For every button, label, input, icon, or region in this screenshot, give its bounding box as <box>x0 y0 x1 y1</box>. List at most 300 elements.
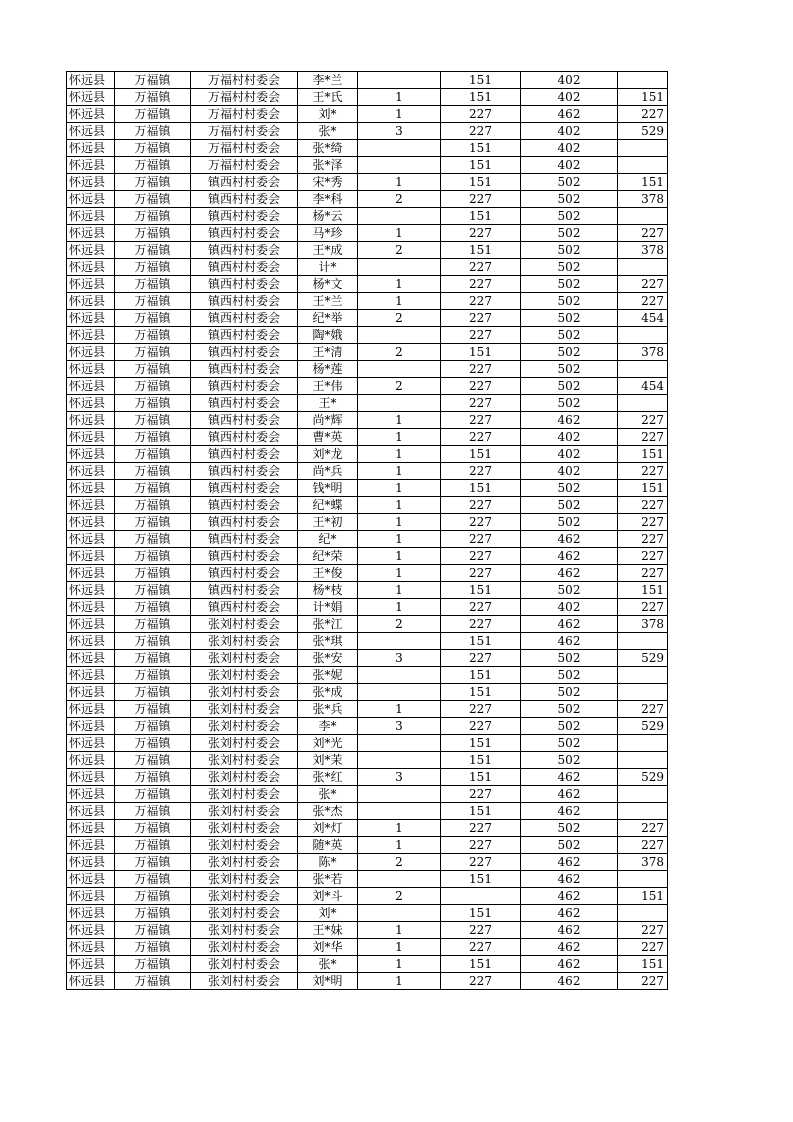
subsidy-cell: 529 <box>618 123 668 140</box>
name-cell: 纪*蝶 <box>298 497 358 514</box>
town-cell: 万福镇 <box>115 922 191 939</box>
amount-a-cell: 151 <box>441 735 521 752</box>
county-cell: 怀远县 <box>67 327 115 344</box>
county-cell: 怀远县 <box>67 803 115 820</box>
subsidy-cell <box>618 786 668 803</box>
amount-b-cell: 502 <box>521 344 618 361</box>
village-committee-cell: 镇西村村委会 <box>191 582 298 599</box>
county-cell: 怀远县 <box>67 871 115 888</box>
household-size-cell: 3 <box>358 718 441 735</box>
county-cell: 怀远县 <box>67 259 115 276</box>
name-cell: 杨*云 <box>298 208 358 225</box>
subsidy-cell: 227 <box>618 293 668 310</box>
amount-a-cell: 227 <box>441 854 521 871</box>
amount-b-cell: 502 <box>521 837 618 854</box>
subsidy-cell: 227 <box>618 497 668 514</box>
table-row <box>67 344 668 361</box>
amount-a-cell: 151 <box>441 803 521 820</box>
subsidy-cell <box>618 327 668 344</box>
amount-a-cell: 151 <box>441 769 521 786</box>
amount-a-cell: 151 <box>441 208 521 225</box>
town-cell: 万福镇 <box>115 769 191 786</box>
town-cell: 万福镇 <box>115 123 191 140</box>
subsidy-cell <box>618 633 668 650</box>
amount-b-cell: 462 <box>521 786 618 803</box>
county-cell: 怀远县 <box>67 310 115 327</box>
subsidy-cell: 227 <box>618 939 668 956</box>
amount-b-cell: 402 <box>521 157 618 174</box>
village-committee-cell: 镇西村村委会 <box>191 378 298 395</box>
amount-b-cell: 502 <box>521 718 618 735</box>
table-row <box>67 106 668 123</box>
county-cell: 怀远县 <box>67 633 115 650</box>
household-size-cell: 3 <box>358 123 441 140</box>
town-cell: 万福镇 <box>115 361 191 378</box>
name-cell: 张*安 <box>298 650 358 667</box>
household-size-cell: 1 <box>358 514 441 531</box>
table-row <box>67 633 668 650</box>
table-row <box>67 616 668 633</box>
subsidy-cell: 227 <box>618 599 668 616</box>
name-cell: 李*兰 <box>298 72 358 89</box>
household-size-cell: 1 <box>358 837 441 854</box>
table-row <box>67 242 668 259</box>
amount-a-cell: 151 <box>441 140 521 157</box>
household-size-cell <box>358 157 441 174</box>
county-cell: 怀远县 <box>67 72 115 89</box>
subsidy-cell: 227 <box>618 429 668 446</box>
county-cell: 怀远县 <box>67 769 115 786</box>
amount-b-cell: 502 <box>521 480 618 497</box>
household-size-cell: 3 <box>358 650 441 667</box>
amount-a-cell: 227 <box>441 514 521 531</box>
amount-b-cell: 502 <box>521 293 618 310</box>
household-size-cell: 1 <box>358 276 441 293</box>
town-cell: 万福镇 <box>115 956 191 973</box>
amount-a-cell: 227 <box>441 701 521 718</box>
name-cell: 曹*英 <box>298 429 358 446</box>
table-row <box>67 361 668 378</box>
household-size-cell: 1 <box>358 922 441 939</box>
amount-b-cell: 502 <box>521 820 618 837</box>
village-committee-cell: 万福村村委会 <box>191 157 298 174</box>
town-cell: 万福镇 <box>115 650 191 667</box>
town-cell: 万福镇 <box>115 276 191 293</box>
name-cell: 李*科 <box>298 191 358 208</box>
amount-a-cell: 151 <box>441 89 521 106</box>
household-size-cell: 1 <box>358 701 441 718</box>
household-size-cell: 1 <box>358 89 441 106</box>
village-committee-cell: 万福村村委会 <box>191 89 298 106</box>
household-size-cell: 1 <box>358 106 441 123</box>
name-cell: 马*珍 <box>298 225 358 242</box>
village-committee-cell: 张刘村村委会 <box>191 888 298 905</box>
amount-b-cell: 502 <box>521 310 618 327</box>
subsidy-cell: 227 <box>618 548 668 565</box>
name-cell: 王*氏 <box>298 89 358 106</box>
village-committee-cell: 张刘村村委会 <box>191 667 298 684</box>
village-committee-cell: 张刘村村委会 <box>191 650 298 667</box>
town-cell: 万福镇 <box>115 684 191 701</box>
amount-b-cell: 462 <box>521 633 618 650</box>
village-committee-cell: 镇西村村委会 <box>191 191 298 208</box>
name-cell: 张* <box>298 956 358 973</box>
amount-b-cell: 502 <box>521 684 618 701</box>
table-row <box>67 395 668 412</box>
name-cell: 张* <box>298 123 358 140</box>
village-committee-cell: 张刘村村委会 <box>191 701 298 718</box>
county-cell: 怀远县 <box>67 599 115 616</box>
amount-b-cell: 462 <box>521 616 618 633</box>
town-cell: 万福镇 <box>115 259 191 276</box>
table-row <box>67 735 668 752</box>
town-cell: 万福镇 <box>115 548 191 565</box>
amount-b-cell: 402 <box>521 140 618 157</box>
village-committee-cell: 万福村村委会 <box>191 140 298 157</box>
amount-a-cell: 151 <box>441 242 521 259</box>
county-cell: 怀远县 <box>67 208 115 225</box>
village-committee-cell: 镇西村村委会 <box>191 293 298 310</box>
county-cell: 怀远县 <box>67 718 115 735</box>
subsidy-cell: 454 <box>618 378 668 395</box>
amount-b-cell: 502 <box>521 208 618 225</box>
amount-b-cell: 502 <box>521 174 618 191</box>
table-row <box>67 684 668 701</box>
name-cell: 刘* <box>298 905 358 922</box>
amount-b-cell: 462 <box>521 973 618 990</box>
name-cell: 杨*枝 <box>298 582 358 599</box>
subsidy-cell: 227 <box>618 463 668 480</box>
name-cell: 刘*华 <box>298 939 358 956</box>
subsidy-cell: 151 <box>618 888 668 905</box>
table-row <box>67 582 668 599</box>
amount-a-cell: 151 <box>441 582 521 599</box>
amount-b-cell: 502 <box>521 361 618 378</box>
amount-b-cell: 502 <box>521 276 618 293</box>
village-committee-cell: 镇西村村委会 <box>191 361 298 378</box>
household-size-cell: 2 <box>358 344 441 361</box>
household-size-cell <box>358 786 441 803</box>
name-cell: 杨*莲 <box>298 361 358 378</box>
amount-b-cell: 502 <box>521 242 618 259</box>
town-cell: 万福镇 <box>115 616 191 633</box>
county-cell: 怀远县 <box>67 242 115 259</box>
town-cell: 万福镇 <box>115 89 191 106</box>
name-cell: 王*初 <box>298 514 358 531</box>
county-cell: 怀远县 <box>67 378 115 395</box>
table-row <box>67 157 668 174</box>
county-cell: 怀远县 <box>67 956 115 973</box>
amount-b-cell: 502 <box>521 650 618 667</box>
table-row <box>67 378 668 395</box>
town-cell: 万福镇 <box>115 208 191 225</box>
town-cell: 万福镇 <box>115 939 191 956</box>
subsidy-cell: 227 <box>618 412 668 429</box>
village-committee-cell: 张刘村村委会 <box>191 854 298 871</box>
name-cell: 张*江 <box>298 616 358 633</box>
amount-a-cell: 227 <box>441 225 521 242</box>
table-row <box>67 837 668 854</box>
village-committee-cell: 镇西村村委会 <box>191 208 298 225</box>
household-size-cell: 1 <box>358 531 441 548</box>
amount-b-cell: 462 <box>521 412 618 429</box>
county-cell: 怀远县 <box>67 89 115 106</box>
county-cell: 怀远县 <box>67 565 115 582</box>
village-committee-cell: 张刘村村委会 <box>191 616 298 633</box>
amount-a-cell: 151 <box>441 684 521 701</box>
name-cell: 刘*灯 <box>298 820 358 837</box>
county-cell: 怀远县 <box>67 650 115 667</box>
amount-b-cell: 462 <box>521 769 618 786</box>
subsidy-cell: 378 <box>618 344 668 361</box>
table-row <box>67 650 668 667</box>
village-committee-cell: 镇西村村委会 <box>191 463 298 480</box>
town-cell: 万福镇 <box>115 106 191 123</box>
household-size-cell: 2 <box>358 242 441 259</box>
amount-b-cell: 462 <box>521 888 618 905</box>
name-cell: 纪* <box>298 531 358 548</box>
household-size-cell <box>358 259 441 276</box>
subsidy-cell <box>618 72 668 89</box>
table-row <box>67 786 668 803</box>
town-cell: 万福镇 <box>115 599 191 616</box>
name-cell: 随*英 <box>298 837 358 854</box>
amount-b-cell: 462 <box>521 905 618 922</box>
name-cell: 王*伟 <box>298 378 358 395</box>
name-cell: 钱*明 <box>298 480 358 497</box>
name-cell: 王*俊 <box>298 565 358 582</box>
table-row <box>67 803 668 820</box>
amount-b-cell: 402 <box>521 429 618 446</box>
village-committee-cell: 张刘村村委会 <box>191 905 298 922</box>
town-cell: 万福镇 <box>115 735 191 752</box>
household-size-cell: 1 <box>358 820 441 837</box>
household-size-cell: 1 <box>358 599 441 616</box>
amount-a-cell: 227 <box>441 650 521 667</box>
name-cell: 李* <box>298 718 358 735</box>
name-cell: 陶*娥 <box>298 327 358 344</box>
amount-a-cell: 151 <box>441 157 521 174</box>
subsidy-cell <box>618 395 668 412</box>
name-cell: 纪*荣 <box>298 548 358 565</box>
village-committee-cell: 镇西村村委会 <box>191 327 298 344</box>
subsidy-cell: 151 <box>618 174 668 191</box>
town-cell: 万福镇 <box>115 429 191 446</box>
village-committee-cell: 镇西村村委会 <box>191 259 298 276</box>
town-cell: 万福镇 <box>115 446 191 463</box>
household-size-cell <box>358 327 441 344</box>
table-row <box>67 72 668 89</box>
subsidy-cell <box>618 140 668 157</box>
subsidy-cell: 227 <box>618 701 668 718</box>
village-committee-cell: 镇西村村委会 <box>191 310 298 327</box>
table-row <box>67 259 668 276</box>
village-committee-cell: 张刘村村委会 <box>191 803 298 820</box>
amount-a-cell: 151 <box>441 72 521 89</box>
village-committee-cell: 镇西村村委会 <box>191 225 298 242</box>
amount-b-cell: 402 <box>521 89 618 106</box>
town-cell: 万福镇 <box>115 837 191 854</box>
amount-a-cell: 227 <box>441 123 521 140</box>
amount-b-cell: 462 <box>521 106 618 123</box>
village-committee-cell: 镇西村村委会 <box>191 480 298 497</box>
village-committee-cell: 张刘村村委会 <box>191 837 298 854</box>
table-row <box>67 565 668 582</box>
table-row <box>67 480 668 497</box>
amount-a-cell: 227 <box>441 378 521 395</box>
village-committee-cell: 镇西村村委会 <box>191 395 298 412</box>
amount-a-cell: 227 <box>441 276 521 293</box>
subsidy-cell: 529 <box>618 650 668 667</box>
county-cell: 怀远县 <box>67 667 115 684</box>
county-cell: 怀远县 <box>67 854 115 871</box>
amount-b-cell: 502 <box>521 225 618 242</box>
amount-b-cell: 402 <box>521 123 618 140</box>
county-cell: 怀远县 <box>67 582 115 599</box>
county-cell: 怀远县 <box>67 735 115 752</box>
table-row <box>67 973 668 990</box>
name-cell: 王* <box>298 395 358 412</box>
subsidy-cell: 454 <box>618 310 668 327</box>
village-committee-cell: 镇西村村委会 <box>191 429 298 446</box>
village-committee-cell: 张刘村村委会 <box>191 939 298 956</box>
amount-b-cell: 502 <box>521 667 618 684</box>
amount-b-cell: 462 <box>521 939 618 956</box>
town-cell: 万福镇 <box>115 497 191 514</box>
town-cell: 万福镇 <box>115 531 191 548</box>
village-committee-cell: 张刘村村委会 <box>191 820 298 837</box>
county-cell: 怀远县 <box>67 463 115 480</box>
table-row <box>67 225 668 242</box>
subsidy-cell: 227 <box>618 820 668 837</box>
household-size-cell: 2 <box>358 854 441 871</box>
county-cell: 怀远县 <box>67 752 115 769</box>
table-row <box>67 293 668 310</box>
subsidy-cell: 227 <box>618 922 668 939</box>
county-cell: 怀远县 <box>67 786 115 803</box>
subsidy-cell: 227 <box>618 514 668 531</box>
county-cell: 怀远县 <box>67 820 115 837</box>
county-cell: 怀远县 <box>67 174 115 191</box>
table-row <box>67 497 668 514</box>
amount-a-cell: 227 <box>441 361 521 378</box>
household-size-cell <box>358 395 441 412</box>
subsidy-cell <box>618 735 668 752</box>
town-cell: 万福镇 <box>115 395 191 412</box>
county-cell: 怀远县 <box>67 480 115 497</box>
subsidy-cell: 378 <box>618 242 668 259</box>
county-cell: 怀远县 <box>67 531 115 548</box>
amount-b-cell: 462 <box>521 956 618 973</box>
town-cell: 万福镇 <box>115 803 191 820</box>
amount-a-cell: 151 <box>441 752 521 769</box>
town-cell: 万福镇 <box>115 463 191 480</box>
town-cell: 万福镇 <box>115 140 191 157</box>
name-cell: 尚*兵 <box>298 463 358 480</box>
county-cell: 怀远县 <box>67 922 115 939</box>
subsidy-cell <box>618 684 668 701</box>
amount-a-cell: 227 <box>441 106 521 123</box>
table-row <box>67 208 668 225</box>
amount-a-cell: 227 <box>441 922 521 939</box>
subsidy-cell: 378 <box>618 854 668 871</box>
data-table <box>66 71 668 990</box>
amount-a-cell: 151 <box>441 446 521 463</box>
household-size-cell: 2 <box>358 191 441 208</box>
table-row <box>67 752 668 769</box>
name-cell: 张*红 <box>298 769 358 786</box>
village-committee-cell: 万福村村委会 <box>191 106 298 123</box>
subsidy-cell <box>618 905 668 922</box>
table-row <box>67 446 668 463</box>
table-row <box>67 140 668 157</box>
amount-a-cell: 227 <box>441 497 521 514</box>
name-cell: 张*成 <box>298 684 358 701</box>
name-cell: 杨*文 <box>298 276 358 293</box>
amount-b-cell: 462 <box>521 871 618 888</box>
village-committee-cell: 镇西村村委会 <box>191 344 298 361</box>
amount-a-cell: 227 <box>441 565 521 582</box>
name-cell: 刘*龙 <box>298 446 358 463</box>
town-cell: 万福镇 <box>115 973 191 990</box>
amount-b-cell: 502 <box>521 259 618 276</box>
subsidy-cell <box>618 803 668 820</box>
subsidy-cell: 227 <box>618 837 668 854</box>
subsidy-cell: 227 <box>618 565 668 582</box>
subsidy-cell: 227 <box>618 106 668 123</box>
household-size-cell: 1 <box>358 497 441 514</box>
subsidy-cell: 151 <box>618 480 668 497</box>
name-cell: 张*绮 <box>298 140 358 157</box>
village-committee-cell: 张刘村村委会 <box>191 633 298 650</box>
county-cell: 怀远县 <box>67 905 115 922</box>
village-committee-cell: 万福村村委会 <box>191 72 298 89</box>
county-cell: 怀远县 <box>67 939 115 956</box>
name-cell: 计* <box>298 259 358 276</box>
amount-a-cell: 227 <box>441 599 521 616</box>
table-row <box>67 956 668 973</box>
county-cell: 怀远县 <box>67 514 115 531</box>
town-cell: 万福镇 <box>115 344 191 361</box>
town-cell: 万福镇 <box>115 667 191 684</box>
name-cell: 陈* <box>298 854 358 871</box>
table-row <box>67 327 668 344</box>
household-size-cell: 3 <box>358 769 441 786</box>
table-row <box>67 888 668 905</box>
town-cell: 万福镇 <box>115 888 191 905</box>
amount-a-cell: 227 <box>441 191 521 208</box>
subsidy-cell <box>618 667 668 684</box>
county-cell: 怀远县 <box>67 344 115 361</box>
amount-a-cell: 227 <box>441 327 521 344</box>
amount-a-cell: 227 <box>441 973 521 990</box>
name-cell: 刘*明 <box>298 973 358 990</box>
county-cell: 怀远县 <box>67 446 115 463</box>
amount-a-cell: 227 <box>441 820 521 837</box>
town-cell: 万福镇 <box>115 412 191 429</box>
amount-a-cell: 151 <box>441 174 521 191</box>
household-size-cell: 1 <box>358 565 441 582</box>
table-row <box>67 191 668 208</box>
county-cell: 怀远县 <box>67 191 115 208</box>
town-cell: 万福镇 <box>115 480 191 497</box>
town-cell: 万福镇 <box>115 718 191 735</box>
household-size-cell <box>358 667 441 684</box>
amount-a-cell: 151 <box>441 480 521 497</box>
county-cell: 怀远县 <box>67 412 115 429</box>
amount-b-cell: 462 <box>521 565 618 582</box>
village-committee-cell: 镇西村村委会 <box>191 412 298 429</box>
